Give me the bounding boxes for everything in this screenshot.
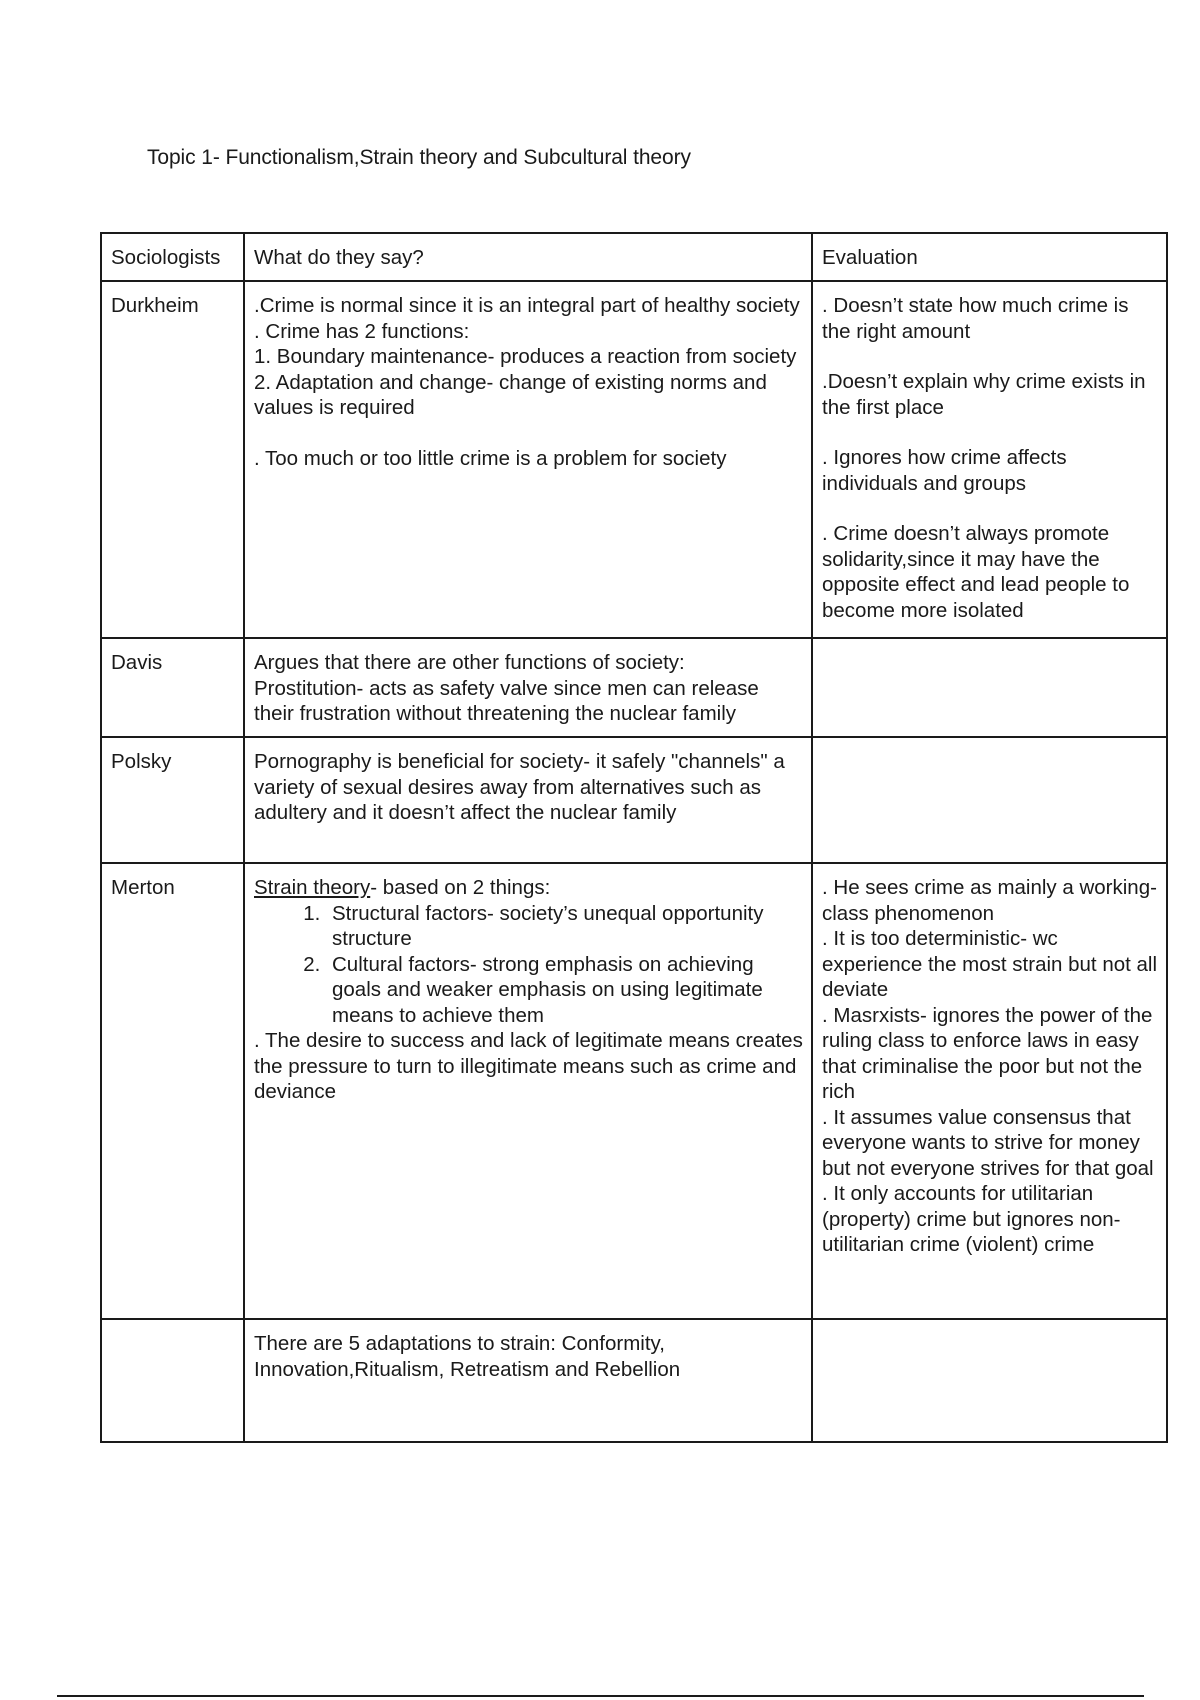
merton-point: . The desire to success and lack of legitimate means creates the pressure to turn to illegitimate means such as crime and deviance xyxy=(254,1029,803,1103)
durkheim-eval-point: . Ignores how crime affects individuals and groups xyxy=(822,446,1067,495)
adaptations-say-cell: There are 5 adaptations to strain: Conformity, Innovation,Ritualism, Retreatism and Rebellion xyxy=(244,1319,812,1442)
merton-eval-point: . He sees crime as mainly a working-class phenomenon xyxy=(822,876,1157,925)
table-row-durkheim xyxy=(101,281,1167,638)
durkheim-eval-point: .Doesn’t explain why crime exists in the first place xyxy=(822,370,1146,419)
davis-point: Argues that there are other functions of society: xyxy=(254,651,685,674)
sociologist-name: Polsky xyxy=(101,737,244,863)
adaptations-eval-cell xyxy=(812,1319,1167,1442)
merton-eval-point: . It only accounts for utilitarian (property) crime but ignores non-utilitarian crime (violent) crime xyxy=(822,1182,1121,1256)
sociologist-name: Durkheim xyxy=(101,281,244,638)
table-row-merton xyxy=(101,863,1167,1319)
strain-theory-heading: Strain theory xyxy=(254,876,371,899)
merton-eval-point: . It assumes value consensus that everyone wants to strive for money but not everyone strives for that goal xyxy=(822,1105,1154,1180)
davis-eval-cell xyxy=(812,638,1167,737)
durkheim-say-cell xyxy=(244,281,812,638)
header-sociologists: Sociologists xyxy=(101,233,244,281)
list-item: 2. Cultural factors- strong emphasis on achieving goals and weaker emphasis on using legitimate means to achieve them xyxy=(326,952,803,1029)
sociologist-name: Davis xyxy=(101,638,244,737)
table-row-davis xyxy=(101,638,1167,737)
sociologist-name-empty xyxy=(101,1319,244,1442)
davis-say-cell xyxy=(244,638,812,737)
durkheim-point: 1. Boundary maintenance- produces a reaction from society xyxy=(254,345,797,368)
durkheim-eval-cell xyxy=(812,281,1167,638)
polsky-say-cell: Pornography is beneficial for society- it safely "channels" a variety of sexual desires away from alternatives such as adultery and it doesn’t affect the nuclear family xyxy=(244,737,812,863)
durkheim-eval-point: . Crime doesn’t always promote solidarity,since it may have the opposite effect and lead people to become more isolated xyxy=(822,522,1130,622)
table-row-adaptations xyxy=(101,1319,1167,1442)
page-bottom-rule xyxy=(57,1695,1144,1697)
header-evaluation: Evaluation xyxy=(812,233,1167,281)
sociologist-name: Merton xyxy=(101,863,244,1319)
durkheim-point: . Too much or too little crime is a problem for society xyxy=(254,446,727,470)
davis-point: Prostitution- acts as safety valve since men can release their frustration without threatening the nuclear family xyxy=(254,676,759,725)
polsky-eval-cell xyxy=(812,737,1167,863)
page-title: Topic 1- Functionalism,Strain theory and Subcultural theory xyxy=(147,146,691,169)
durkheim-eval-point: . Doesn’t state how much crime is the right amount xyxy=(822,294,1129,343)
header-what-they-say: What do they say? xyxy=(244,233,812,281)
merton-eval-point: . Masrxists- ignores the power of the ruling class to enforce laws in easy that criminalise the poor but not the rich xyxy=(822,1003,1153,1103)
merton-say-cell xyxy=(244,863,812,1319)
merton-eval-cell xyxy=(812,863,1167,1319)
list-item: 1. Structural factors- society’s unequal opportunity structure xyxy=(326,901,803,952)
table-header-row xyxy=(101,233,1167,281)
sociology-notes-table xyxy=(100,232,1168,1443)
durkheim-point: .Crime is normal since it is an integral part of healthy society xyxy=(254,294,800,317)
strain-theory-heading-rest: - based on 2 things: xyxy=(370,876,551,899)
durkheim-point: 2. Adaptation and change- change of existing norms and values is required xyxy=(254,370,767,419)
merton-eval-point: . It is too deterministic- wc experience the most strain but not all deviate xyxy=(822,927,1158,1001)
durkheim-point: . Crime has 2 functions: xyxy=(254,319,470,343)
strain-factors-list xyxy=(254,901,803,1029)
table-row-polsky xyxy=(101,737,1167,863)
